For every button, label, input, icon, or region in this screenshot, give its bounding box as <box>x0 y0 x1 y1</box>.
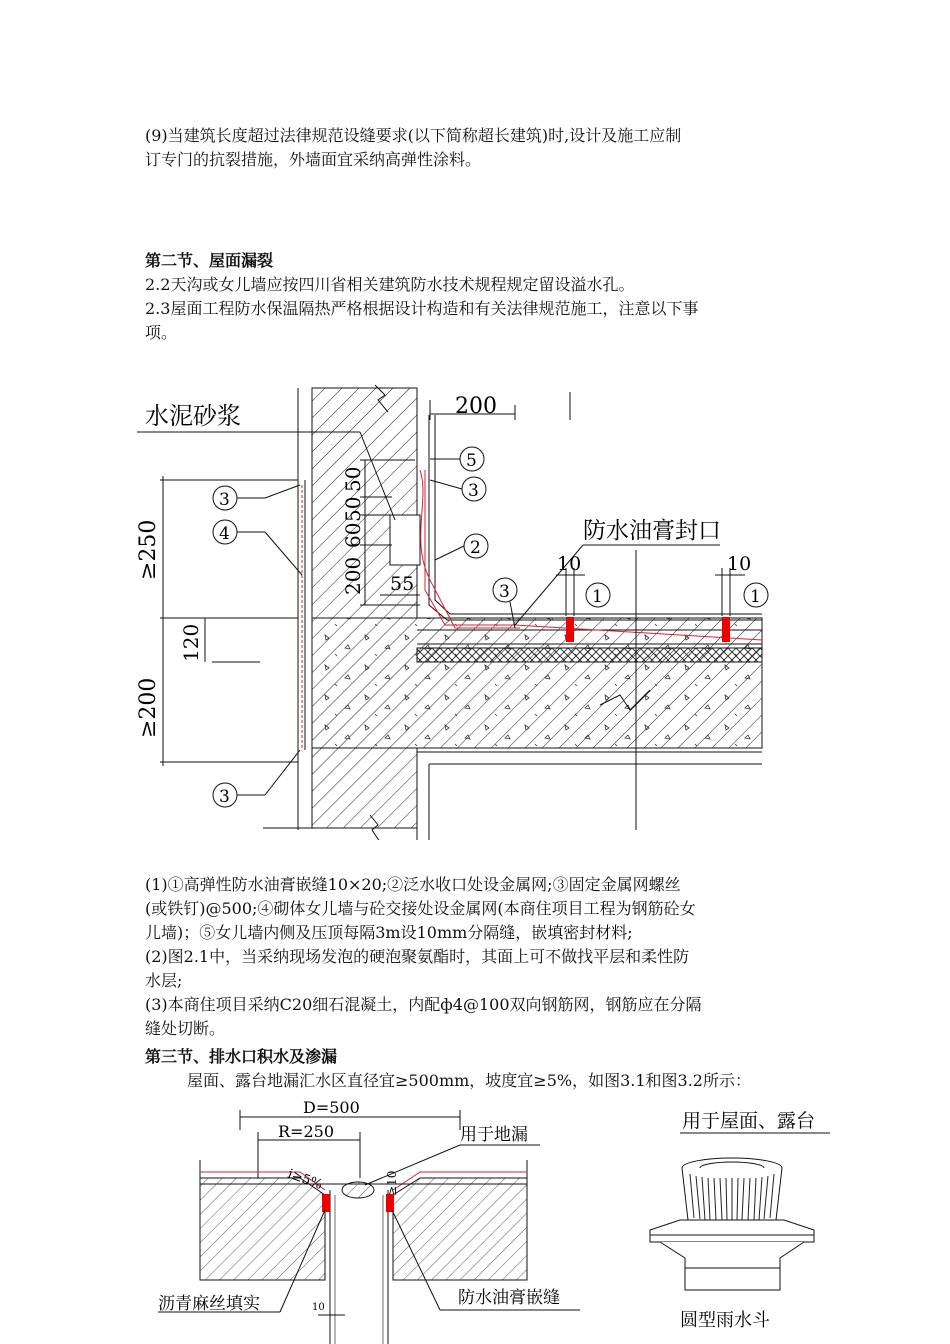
text-line: 项。 <box>145 323 178 342</box>
sealant-joint <box>566 617 574 642</box>
drain-sealant <box>322 1194 330 1212</box>
label-ten: 10 <box>312 1302 325 1313</box>
text-line: 儿墙)；⑤女儿墙内侧及压顶每隔3m设10mm分隔缝，嵌填密封材料; <box>145 923 633 942</box>
dim-50b: 50 <box>341 496 365 522</box>
label-roof-use: 用于屋面、露台 <box>682 1110 816 1132</box>
section-heading: 第二节、屋面漏裂 <box>145 251 274 270</box>
callout-3-right <box>430 477 486 501</box>
text-line: 屋面、露台地漏汇水区直径宜≥500mm，坡度宜≥5%，如图3.1和图3.2所示： <box>187 1071 751 1090</box>
svg-text:2: 2 <box>470 538 481 558</box>
svg-text:3: 3 <box>468 481 479 501</box>
dim-200-left: 200 <box>341 556 365 595</box>
label-slope: i≥5% <box>285 1166 325 1193</box>
text-line: 2.2天沟或女儿墙应按四川省相关建筑防水技术规程规定留设溢水孔。 <box>145 275 635 294</box>
dim-55: 55 <box>390 573 415 595</box>
dim-ge200: ≥200 <box>136 677 161 738</box>
insulation-layer <box>417 648 762 662</box>
dim-10b: 10 <box>727 553 752 575</box>
caption-round-hopper: 圆型雨水斗 <box>680 1310 770 1331</box>
dim-200-top: 200 <box>455 394 497 419</box>
lower-wall <box>312 748 417 828</box>
paragraph-9 <box>145 124 815 172</box>
callout-1a <box>586 583 610 607</box>
label-mortar: 水泥砂浆 <box>145 402 241 430</box>
dim-60: 60 <box>341 522 365 548</box>
parapet-detail-figure <box>0 380 950 840</box>
label-floor-drain: 用于地漏 <box>460 1125 528 1145</box>
text-line: 订专门的抗裂措施，外墙面宜采纳高弹性涂料。 <box>145 150 482 169</box>
callout-1b <box>744 583 768 607</box>
section-2 <box>145 249 815 345</box>
svg-text:3: 3 <box>219 490 230 510</box>
label-drain-sealant: 防水油膏嵌缝 <box>458 1288 560 1308</box>
callout-3-left-bottom <box>213 750 300 807</box>
svg-text:1: 1 <box>592 587 603 607</box>
text-line: 缝处切断。 <box>145 1019 226 1038</box>
label-ge10: ≥10 <box>385 1170 399 1196</box>
text-line: 水层; <box>145 971 183 990</box>
callout-3-left-top <box>213 485 300 510</box>
callout-2 <box>435 534 488 560</box>
svg-text:3: 3 <box>219 787 230 807</box>
text-line: (3)本商住项目采纳C20细石混凝土，内配ф4@100双向钢筋网，钢筋应在分隔 <box>145 995 702 1014</box>
text-line: (2)图2.1中，当采纳现场发泡的硬泡聚氨酯时，其面上可不做找平层和柔性防 <box>145 947 690 966</box>
text-line: (或铁钉)@500;④砌体女儿墙与砼交接处设金属网(本商住项目工程为钢筋砼女 <box>145 899 696 918</box>
svg-text:3: 3 <box>499 582 510 602</box>
text-line: 2.3屋面工程防水保温隔热严格根据设计构造和有关法律规范施工，注意以下事 <box>145 299 699 318</box>
svg-text:1: 1 <box>750 587 761 607</box>
callout-5 <box>430 447 484 471</box>
callout-4-left <box>213 520 302 575</box>
section-heading: 第三节、排水口积水及渗漏 <box>145 1047 338 1066</box>
sealant-joint <box>722 617 730 642</box>
dim-120: 120 <box>179 623 203 662</box>
svg-text:4: 4 <box>219 524 230 544</box>
label-asphalt: 沥青麻丝填实 <box>158 1294 260 1314</box>
label-sealant: 防水油膏封口 <box>583 518 721 544</box>
svg-text:5: 5 <box>466 451 477 471</box>
dim-10a: 10 <box>557 553 582 575</box>
dim-r250: R=250 <box>278 1122 334 1141</box>
dim-d500: D=500 <box>303 1098 360 1117</box>
floor-drain-figure <box>0 1095 600 1344</box>
text-line: (9)当建筑长度超过法律规范设缝要求(以下简称超长建筑)时,设计及施工应制 <box>145 126 682 145</box>
section-3 <box>145 1045 815 1093</box>
figure-notes <box>145 873 815 1041</box>
dim-ge250: ≥250 <box>136 519 161 580</box>
text-line: (1)①高弹性防水油膏嵌缝10×20;②泛水收口处设金属网;③固定金属网螺丝 <box>145 875 681 894</box>
rain-hopper-figure <box>640 1100 840 1344</box>
dim-50a: 50 <box>341 466 365 492</box>
